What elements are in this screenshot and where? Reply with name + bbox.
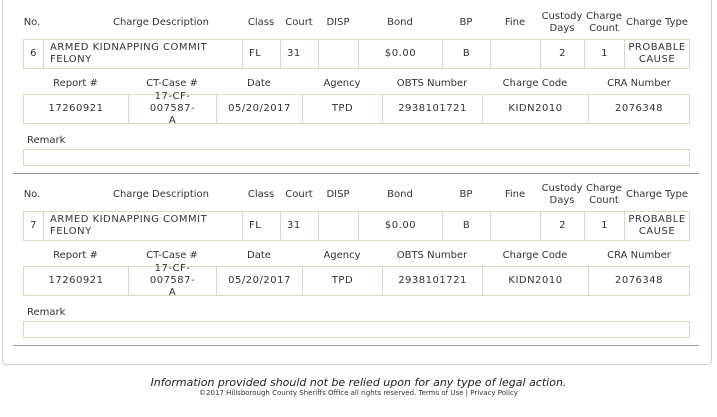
col-header-bond: Bond (387, 189, 413, 200)
remark-field (23, 149, 690, 166)
col-header-report: Report # (53, 250, 98, 261)
col-header-court: Court (285, 17, 313, 28)
col-header-obts: OBTS Number (396, 250, 468, 261)
col-header-date: Date (247, 78, 271, 89)
case-report-number: 17260921 (24, 267, 129, 295)
col-header-custody-days: Custody Days (541, 11, 583, 34)
charge-bp: B (443, 40, 491, 68)
legal-disclaimer: Information provided should not be relied upon for any type of legal action. (150, 376, 567, 389)
charge-header-row (23, 181, 690, 211)
case-header-row (23, 244, 690, 268)
charge-no: 6 (24, 40, 44, 68)
case-agency: TPD (303, 267, 383, 295)
charge-no: 7 (24, 212, 44, 240)
section-divider (13, 173, 699, 174)
col-header-agency: Agency (323, 250, 361, 261)
col-header-agency: Agency (323, 78, 361, 89)
col-header-class: Class (247, 189, 275, 200)
remark-label: Remark (27, 135, 66, 146)
charge-custody-days: 2 (541, 212, 585, 240)
col-header-charge-code: Charge Code (502, 250, 568, 261)
col-header-class: Class (247, 17, 275, 28)
col-header-charge-code: Charge Code (502, 78, 568, 89)
charge-type: PROBABLE CAUSE (628, 214, 686, 237)
case-date: 05/20/2017 (217, 267, 303, 295)
case-cra-number: 2076348 (614, 103, 664, 114)
section-divider (13, 345, 699, 346)
charge-class: FL (243, 40, 281, 68)
charge-disp (319, 212, 359, 240)
charge-bp: B (443, 212, 491, 240)
case-agency: TPD (303, 95, 383, 123)
case-cra-number: 2076348 (614, 275, 664, 286)
charge-description: ARMED KIDNAPPING COMMIT FELONY (44, 40, 243, 68)
col-header-description: Charge Description (112, 189, 209, 200)
charge-type: PROBABLE CAUSE (628, 42, 686, 65)
col-header-report: Report # (53, 78, 98, 89)
col-header-no: No. (23, 17, 41, 28)
col-header-disp: DISP (326, 17, 350, 28)
col-header-bp: BP (459, 189, 473, 200)
case-header-row (23, 72, 690, 96)
col-header-charge-type: Charge Type (625, 189, 689, 200)
charge-custody-days: 2 (541, 40, 585, 68)
case-row (23, 263, 690, 298)
case-ct-case-number: 17-CF-007587-A (129, 95, 217, 123)
col-header-bp: BP (459, 17, 473, 28)
col-header-charge-count: Charge Count (586, 11, 622, 34)
case-charge-code: KIDN2010 (483, 267, 589, 295)
col-header-custody-days: Custody Days (541, 183, 583, 206)
copyright-notice: ©2017 Hillsborough County Sheriffs Office all rights reserved. Terms of Use | Privacy Policy (199, 389, 518, 397)
col-header-cra: CRA Number (607, 78, 671, 89)
case-ct-case-number: 17-CF-007587-A (129, 267, 217, 295)
col-header-description: Charge Description (112, 17, 209, 28)
case-obts-number: 2938101721 (383, 95, 483, 123)
charge-disp (319, 40, 359, 68)
charge-court: 31 (281, 40, 319, 68)
col-header-no: No. (23, 189, 41, 200)
col-header-bond: Bond (387, 17, 413, 28)
col-header-fine: Fine (504, 17, 526, 28)
charge-bond: $0.00 (359, 40, 443, 68)
case-charge-code: KIDN2010 (483, 95, 589, 123)
case-report-number: 17260921 (24, 95, 129, 123)
col-header-fine: Fine (504, 189, 526, 200)
charge-header-row (23, 9, 690, 39)
remark-field (23, 321, 690, 338)
charge-count: 1 (585, 40, 625, 68)
charge-count: 1 (585, 212, 625, 240)
remark-label: Remark (27, 307, 66, 318)
charge-row (23, 211, 690, 241)
charge-fine (491, 40, 541, 68)
charges-panel (2, 0, 712, 365)
col-header-court: Court (285, 189, 313, 200)
charge-description: ARMED KIDNAPPING COMMIT FELONY (44, 212, 243, 240)
col-header-cra: CRA Number (607, 250, 671, 261)
col-header-charge-count: Charge Count (586, 183, 622, 206)
col-header-ct-case: CT-Case # (146, 250, 198, 261)
charge-class: FL (243, 212, 281, 240)
col-header-date: Date (247, 250, 271, 261)
charge-row (23, 39, 690, 69)
case-date: 05/20/2017 (217, 95, 303, 123)
charge-fine (491, 212, 541, 240)
case-obts-number: 2938101721 (383, 267, 483, 295)
col-header-obts: OBTS Number (396, 78, 468, 89)
col-header-ct-case: CT-Case # (146, 78, 198, 89)
col-header-disp: DISP (326, 189, 350, 200)
charge-court: 31 (281, 212, 319, 240)
charge-bond: $0.00 (359, 212, 443, 240)
col-header-charge-type: Charge Type (625, 17, 689, 28)
case-row (23, 91, 690, 126)
